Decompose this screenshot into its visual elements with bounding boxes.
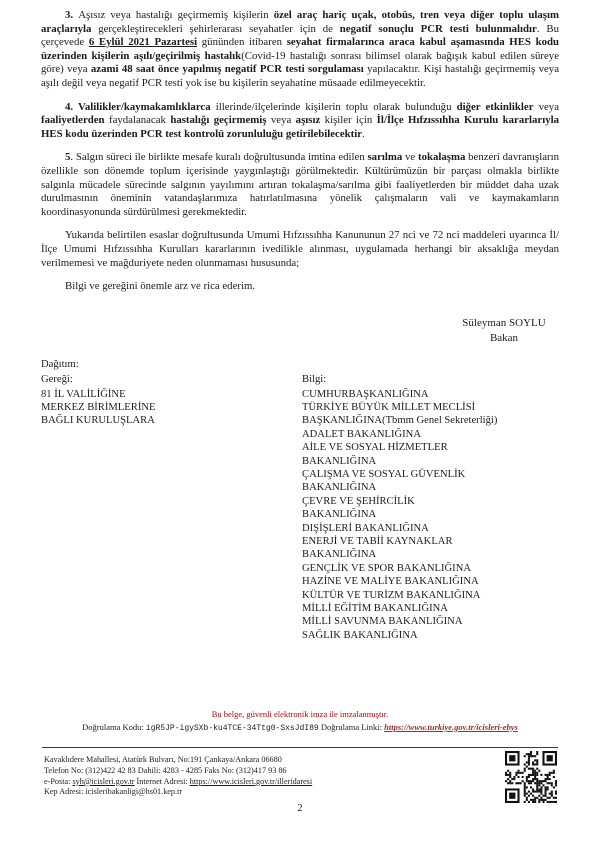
footer-divider [42, 747, 558, 748]
footer-internet-link[interactable]: https://www.icisleri.gov.tr/illeridaresi [189, 776, 313, 786]
bilgi-label: Bilgi: [302, 374, 327, 386]
esign-verification-line [0, 722, 600, 735]
list-item: MERKEZ BİRİMLERİNE [41, 401, 156, 413]
footer-email-link[interactable]: syh@icisleri.gov.tr [72, 776, 135, 786]
list-item: TÜRKİYE BÜYÜK MİLLET MECLİSİ [302, 401, 476, 413]
geregi-list [41, 388, 302, 428]
list-item: ÇEVRE VE ŞEHİRCİLİK [302, 495, 415, 507]
esign-block [0, 709, 600, 734]
footer-kep-line [44, 787, 312, 798]
distribution-heading: Dağıtım: [41, 358, 79, 370]
paragraph-item-5: 5. Salgın süreci ile birlikte mesafe kuralı doğrultusunda imtina edilen sarılma ve tokalaşma benzeri davranışların özellikle son dönemde toplum içerisinde yaygınlaştığı görülmektedir. Kültürümüzün bir parçası olmakla birlikte salgınla mücadele sürecinde salgının yayılımını artıran tokalaşma/sarılma gibi faaliyetlerden bir müddet daha uzak durulmasının öneminin vatandaşlarımıza hatırlatılmasına yönelik çalışmaların vali ve kaymakamların koordinasyonunda sürdürülmesi gerekmektedir. [41, 151, 560, 218]
distribution-geregi-column [41, 373, 302, 642]
closing-paragraph: Yukarıda belirtilen esaslar doğrultusunda Umumi Hıfzıssıhha Kanununun 27 nci ve 72 nci maddeleri uyarınca İl/İlçe Umumi Hıfzıssıhha Kurulları kararlarının ivedilikle alınması, uygulamada herhangi bir aksaklığa meydan verilmemesi ve mağduriyete neden olunmaması hususunda; [41, 229, 559, 269]
list-item: BAKANLIĞINA [302, 549, 377, 561]
list-item: MİLLİ EĞİTİM BAKANLIĞINA [302, 603, 448, 614]
verification-link-label: Doğrulama Linki: [318, 721, 385, 732]
list-item: BAŞKANLIĞINA(Tbmm Genel Sekreterliği) [302, 415, 498, 427]
paragraph-item-4: 4. Valilikler/kaymakamlıklarca illerinde/ilçelerinde kişilerin toplu olarak bulunduğu diğer etkinlikler veya faaliyetlerden faydalanacak hastalığı geçirmemiş veya aşısız kişiler için İl/İlçe Hıfzıssıhha Kurulu kararlarıyla HES kodu üzerinden PCR test kontrolü zorunluluğu getirilebilecektir. [41, 100, 560, 140]
list-item: BAĞLI KURULUŞLARA [41, 415, 155, 427]
signatory-title: Bakan [489, 331, 519, 344]
list-item: HAZİNE VE MALİYE BAKANLIĞINA [302, 576, 479, 588]
distribution-bilgi-column [302, 373, 559, 642]
verification-code: igR5JP-igySXb-ku4TCE-34Ttg0-SxsJdI89 [145, 723, 319, 733]
verification-code-label: Doğrulama Kodu: [82, 721, 146, 732]
footer-address-line: Kavaklıdere Mahallesi, Atatürk Bulvarı, No:191 Çankaya/Ankara 06680 [44, 755, 282, 764]
list-item: BAKANLIĞINA [302, 509, 377, 521]
verification-link[interactable]: https://www.turkiye.gov.tr/icisleri-ebys [384, 721, 518, 732]
footer-email-line [44, 777, 312, 788]
paragraph-item-3: 3. Aşısız veya hastalığı geçirmemiş kişilerin özel araç hariç uçak, otobüs, tren veya diğer toplu ulaşım araçlarıyla gerçekleştirecekleri şehirlerarası seyahatler için de negatif sonuçlu PCR testi bulunmalıdır. Bu çerçevede 6 Eylül 2021 Pazartesi gününden itibaren seyahat firmalarınca araca kabul aşamasında HES kodu üzerinden kişilerin aşılı/geçirilmiş hastalık(Covid-19 hastalığı sonrası bilimsel olarak bağışık kabul edilen süreye göre) veya azami 48 saat önce yapılmış negatif PCR testi sorgulaması yapılacaktır. Kişi hastalığı geçirmemiş veya aşılı değil veya negatif PCR testi yok ise bu kişilerin seyahatine müsaade edilmeyecektir. [41, 9, 560, 89]
list-item: CUMHURBAŞKANLIĞINA [302, 388, 429, 400]
list-item: 81 İL VALİLİĞİNE [41, 388, 126, 400]
list-item: SAĞLIK BAKANLIĞINA [302, 629, 418, 641]
list-item: ÇALIŞMA VE SOSYAL GÜVENLİK [302, 468, 466, 480]
footer-email-label: e-Posta: [44, 776, 73, 786]
salutation-line: Bilgi ve gereğini önemle arz ve rica ederim. [65, 280, 256, 293]
page-number: 2 [297, 803, 303, 814]
list-item: KÜLTÜR VE TURİZM BAKANLIĞINA [302, 589, 481, 601]
list-item: BAKANLIĞINA [302, 455, 377, 467]
list-item: ENERJİ VE TABİİ KAYNAKLAR [302, 535, 453, 547]
footer-contact-block [44, 755, 312, 798]
list-item: MİLLİ SAVUNMA BAKANLIĞINA [302, 616, 463, 628]
list-item: GENÇLİK VE SPOR BAKANLIĞINA [302, 562, 472, 574]
footer-kep-label: Kep Adresi: [44, 787, 86, 797]
list-item: ADALET BAKANLIĞINA [302, 428, 421, 440]
footer-phone-line: Telefon No: (312)422 42 83 Dahili: 4283 - 4285 Faks No: (312)417 93 86 [44, 765, 287, 775]
distribution-section [41, 358, 559, 643]
footer-internet-label: İnternet Adresi: [134, 776, 190, 786]
qr-code [505, 751, 557, 803]
list-item: BAKANLIĞINA [302, 482, 377, 494]
document-body [41, 9, 559, 642]
list-item: DIŞİŞLERİ BAKANLIĞINA [302, 522, 429, 534]
list-item: AİLE VE SOSYAL HİZMETLER [302, 442, 448, 454]
geregi-label: Gereği: [41, 374, 73, 386]
esign-notice: Bu belge, güvenli elektronik imza ile imzalanmıştır. [211, 709, 389, 719]
signature-block [429, 316, 579, 346]
signatory-name: Süleyman SOYLU [462, 316, 546, 329]
footer-kep-address: icisleribakanligi@hs01.kep.tr [85, 787, 183, 797]
bilgi-list [302, 388, 559, 643]
